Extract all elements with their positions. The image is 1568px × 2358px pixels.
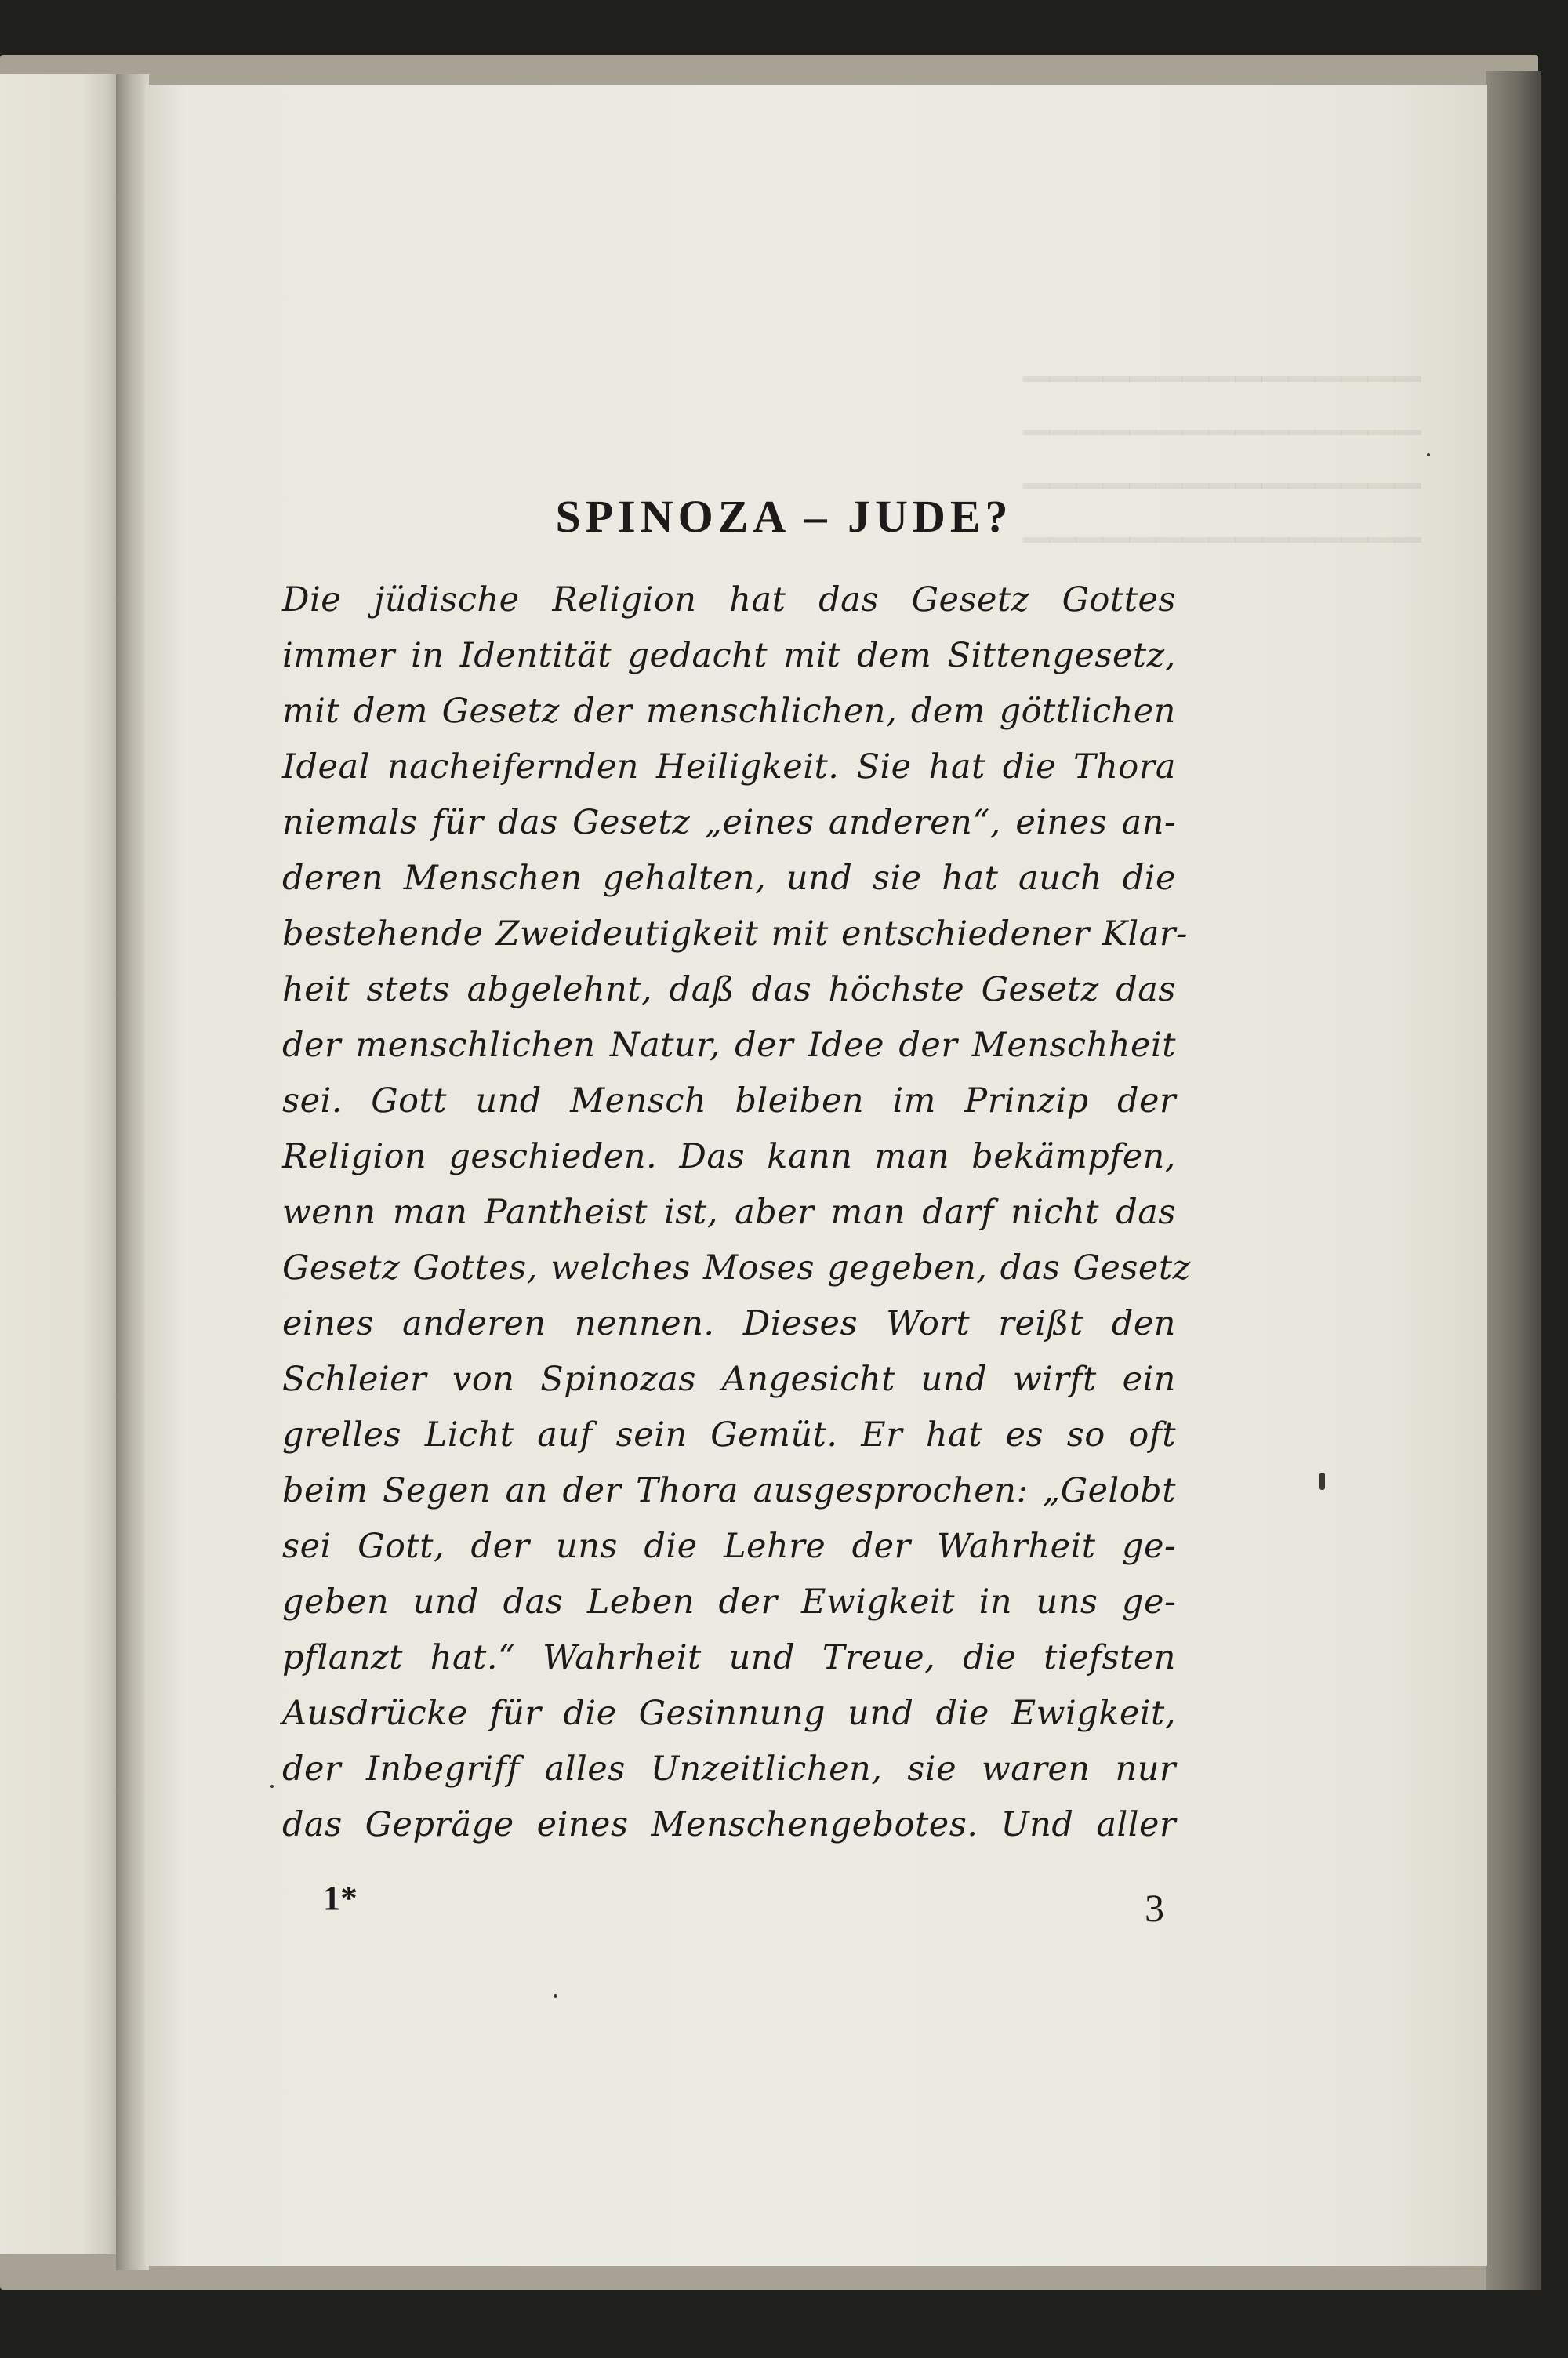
body-text xyxy=(282,572,1191,1853)
text-line: Ausdrücke für die Gesinnung und die Ewigkeit, xyxy=(282,1694,1176,1733)
text-line: deren Menschen gehalten, und sie hat auch die xyxy=(282,859,1176,898)
page-number: 3 xyxy=(1145,1886,1164,1930)
text-line: sei. Gott und Mensch bleiben im Prinzip der xyxy=(282,1081,1176,1121)
text-line: eines anderen nennen. Dieses Wort reißt den xyxy=(282,1304,1176,1343)
text-line: grelles Licht auf sein Gemüt. Er hat es so oft xyxy=(282,1415,1176,1455)
text-line: Gesetz Gottes, welches Moses gegeben, das Gesetz xyxy=(282,1248,1191,1288)
text-line: mit dem Gesetz der menschlichen, dem göttlichen xyxy=(282,692,1176,731)
paper-speck xyxy=(1319,1473,1325,1490)
text-line: der Inbegriff alles Unzeitlichen, sie waren nur xyxy=(282,1749,1176,1789)
text-line: immer in Identität gedacht mit dem Sittengesetz, xyxy=(282,636,1176,675)
book-gutter xyxy=(116,74,149,2270)
text-line: das Gepräge eines Menschengebotes. Und aller xyxy=(282,1805,1176,1844)
text-line: bestehende Zweideutigkeit mit entschiedener Klar- xyxy=(282,914,1188,954)
text-line: heit stets abgelehnt, daß das höchste Gesetz das xyxy=(282,970,1176,1009)
page-heading: SPINOZA – JUDE? xyxy=(555,491,1013,542)
show-through-texture: ▁▁▁▁▁▁▁▁▁▁▁▁▁▁▁ ▁▁▁▁▁▁▁▁▁▁▁▁▁▁▁ ▁▁▁▁▁▁▁▁▁▁▁▁▁▁▁ ▁▁▁▁▁▁▁▁▁▁▁▁▁▁▁ xyxy=(1023,342,1421,543)
text-line: Religion geschieden. Das kann man bekämpfen, xyxy=(282,1137,1176,1176)
text-line: wenn man Pantheist ist, aber man darf nicht das xyxy=(282,1193,1176,1232)
text-line: niemals für das Gesetz „eines anderen“, eines an- xyxy=(282,803,1176,842)
text-line: beim Segen an der Thora ausgesprochen: „Gelobt xyxy=(282,1471,1176,1510)
text-line: pflanzt hat.“ Wahrheit und Treue, die tiefsten xyxy=(282,1638,1176,1677)
text-line: Die jüdische Religion hat das Gesetz Gottes xyxy=(282,580,1176,619)
paper-speck xyxy=(1427,453,1430,456)
text-line: Ideal nacheifernden Heiligkeit. Sie hat die Thora xyxy=(282,747,1176,787)
text-line: der menschlichen Natur, der Idee der Menschheit xyxy=(282,1026,1176,1065)
text-line: geben und das Leben der Ewigkeit in uns ge- xyxy=(282,1582,1176,1622)
text-line: sei Gott, der uns die Lehre der Wahrheit ge- xyxy=(282,1527,1176,1566)
left-page xyxy=(0,74,116,2254)
paper-speck xyxy=(270,1785,274,1788)
text-line: Schleier von Spinozas Angesicht und wirft ein xyxy=(282,1360,1176,1399)
paper-speck xyxy=(554,1994,557,1998)
signature-mark: 1* xyxy=(323,1879,358,1917)
cover-edge-shadow xyxy=(1486,71,1541,2290)
